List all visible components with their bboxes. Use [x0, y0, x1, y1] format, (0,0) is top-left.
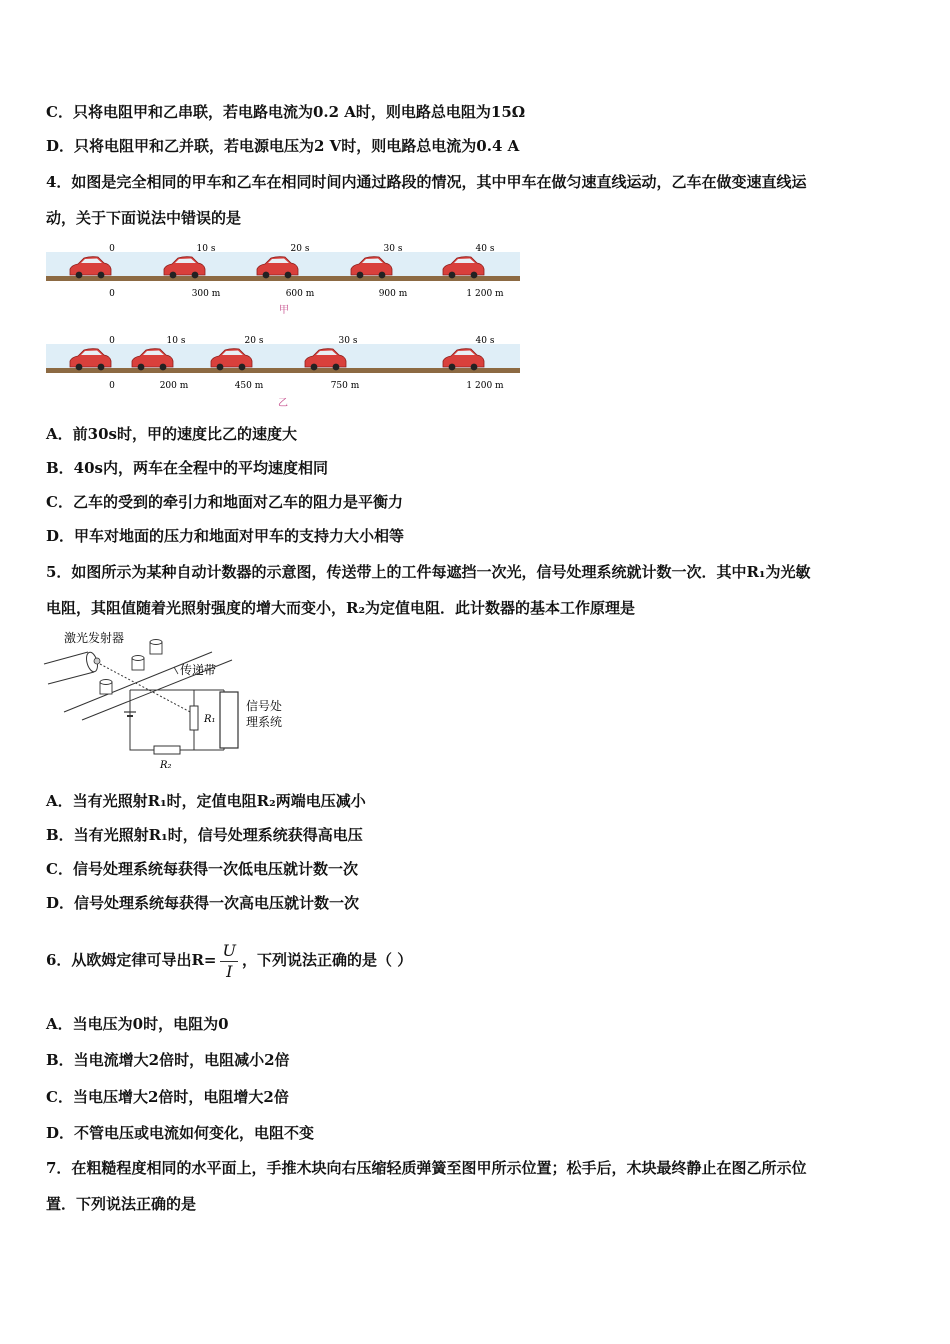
workpiece-3: [150, 640, 162, 655]
dist-jia-4: 1 200 m: [466, 289, 504, 299]
time-yi-0: 0: [109, 336, 115, 346]
fraction-numerator: U: [222, 940, 236, 960]
label-signal-1: 信号处: [246, 699, 283, 713]
time-jia-3: 30 s: [383, 244, 403, 254]
caption-yi: 乙: [278, 398, 288, 409]
q5-stem-line1: 5．如图所示为某种自动计数器的示意图，传送带上的工件每遮挡一次光，信号处理系统就计数一次．其中R₁为光敏: [46, 563, 811, 581]
q5-stem-line2: 电阻，其阻值随着光照射强度的增大而变小，R₂为定值电阻．此计数器的基本工作原理是: [46, 599, 636, 617]
q4-option-d: D．甲车对地面的压力和地面对甲车的支持力大小相等: [46, 527, 405, 545]
workpiece-2: [132, 656, 144, 671]
car-strip-jia: [46, 244, 520, 316]
q6-option-d: D．不管电压或电流如何变化，电阻不变: [46, 1124, 315, 1142]
q6-option-b: B．当电流增大2倍时，电阻减小2倍: [46, 1051, 290, 1069]
q5-option-a: A．当有光照射R₁时，定值电阻R₂两端电压减小: [46, 792, 366, 810]
signal-processor: [220, 692, 238, 748]
q5-option-c: C．信号处理系统每获得一次低电压就计数一次: [46, 860, 358, 878]
label-signal-2: 理系统: [246, 715, 283, 729]
q3-option-d: D．只将电阻甲和乙并联，若电源电压为2 V时，则电路总电流为0.4 A: [46, 137, 520, 155]
label-belt: 传递带: [180, 663, 217, 677]
workpiece-1: [100, 680, 112, 695]
dist-jia-0: 0: [109, 289, 115, 299]
distance-ticks-yi: [109, 381, 504, 391]
q6-stem: [46, 930, 412, 990]
resistor-r2: [154, 746, 180, 754]
time-jia-1: 10 s: [196, 244, 216, 254]
dist-yi-1: 200 m: [159, 381, 189, 391]
dist-jia-3: 900 m: [378, 289, 408, 299]
label-laser: 激光发射器: [64, 631, 125, 645]
q6-stem-prefix: 6．从欧姆定律可导出R=: [46, 951, 217, 969]
q5-option-d: D．信号处理系统每获得一次高电压就计数一次: [46, 894, 360, 912]
label-r1: R₁: [204, 714, 216, 725]
q6-option-a: A．当电压为0时，电阻为0: [46, 1015, 229, 1033]
q4-stem-line2: 动，关于下面说法中错误的是: [46, 209, 242, 227]
q7-stem-line1: 7．在粗糙程度相同的水平面上，手推木块向右压缩轻质弹簧至图甲所示位置；松手后，木块最终静止在图乙所示位: [46, 1159, 807, 1177]
q3-option-c: C．只将电阻甲和乙串联，若电路电流为0.2 A时，则电路总电阻为15Ω: [46, 103, 526, 121]
time-yi-2: 20 s: [244, 336, 264, 346]
laser-emitter: [44, 651, 100, 684]
time-jia-4: 40 s: [475, 244, 495, 254]
time-yi-4: 40 s: [475, 336, 495, 346]
q4-option-c: C．乙车的受到的牵引力和地面对乙车的阻力是平衡力: [46, 493, 403, 511]
dist-yi-2: 450 m: [234, 381, 264, 391]
ohm-fraction: [220, 941, 237, 982]
time-yi-1: 10 s: [166, 336, 186, 346]
label-r2: R₂: [160, 760, 172, 771]
time-jia-2: 20 s: [290, 244, 310, 254]
distance-ticks-jia: [109, 289, 504, 299]
q4-stem-line1: 4．如图是完全相同的甲车和乙车在相同时间内通过路段的情况，其中甲车在做匀速直线运动，乙车在做变速直线运: [46, 173, 807, 191]
circuit: [124, 690, 238, 754]
fraction-denominator: I: [226, 961, 233, 981]
dist-yi-0: 0: [109, 381, 115, 391]
q6-stem-suffix: ，下列说法正确的是（ ）: [241, 951, 413, 969]
resistor-r1: [190, 706, 198, 730]
dist-yi-3: 750 m: [330, 381, 360, 391]
car-strip-yi: [46, 336, 520, 409]
q5-option-b: B．当有光照射R₁时，信号处理系统获得高电压: [46, 826, 363, 844]
q4-option-b: B．40s内，两车在全程中的平均速度相同: [46, 459, 328, 477]
caption-jia: 甲: [279, 305, 289, 316]
q5-counter-figure: [42, 624, 302, 774]
q6-option-c: C．当电压增大2倍时，电阻增大2倍: [46, 1088, 289, 1106]
q4-car-figure: [44, 240, 524, 410]
dist-jia-1: 300 m: [191, 289, 221, 299]
q7-stem-line2: 置．下列说法正确的是: [46, 1195, 197, 1213]
dist-yi-4: 1 200 m: [466, 381, 504, 391]
time-yi-3: 30 s: [338, 336, 358, 346]
time-jia-0: 0: [109, 244, 115, 254]
q4-option-a: A．前30s时，甲的速度比乙的速度大: [46, 425, 297, 443]
dist-jia-2: 600 m: [285, 289, 315, 299]
